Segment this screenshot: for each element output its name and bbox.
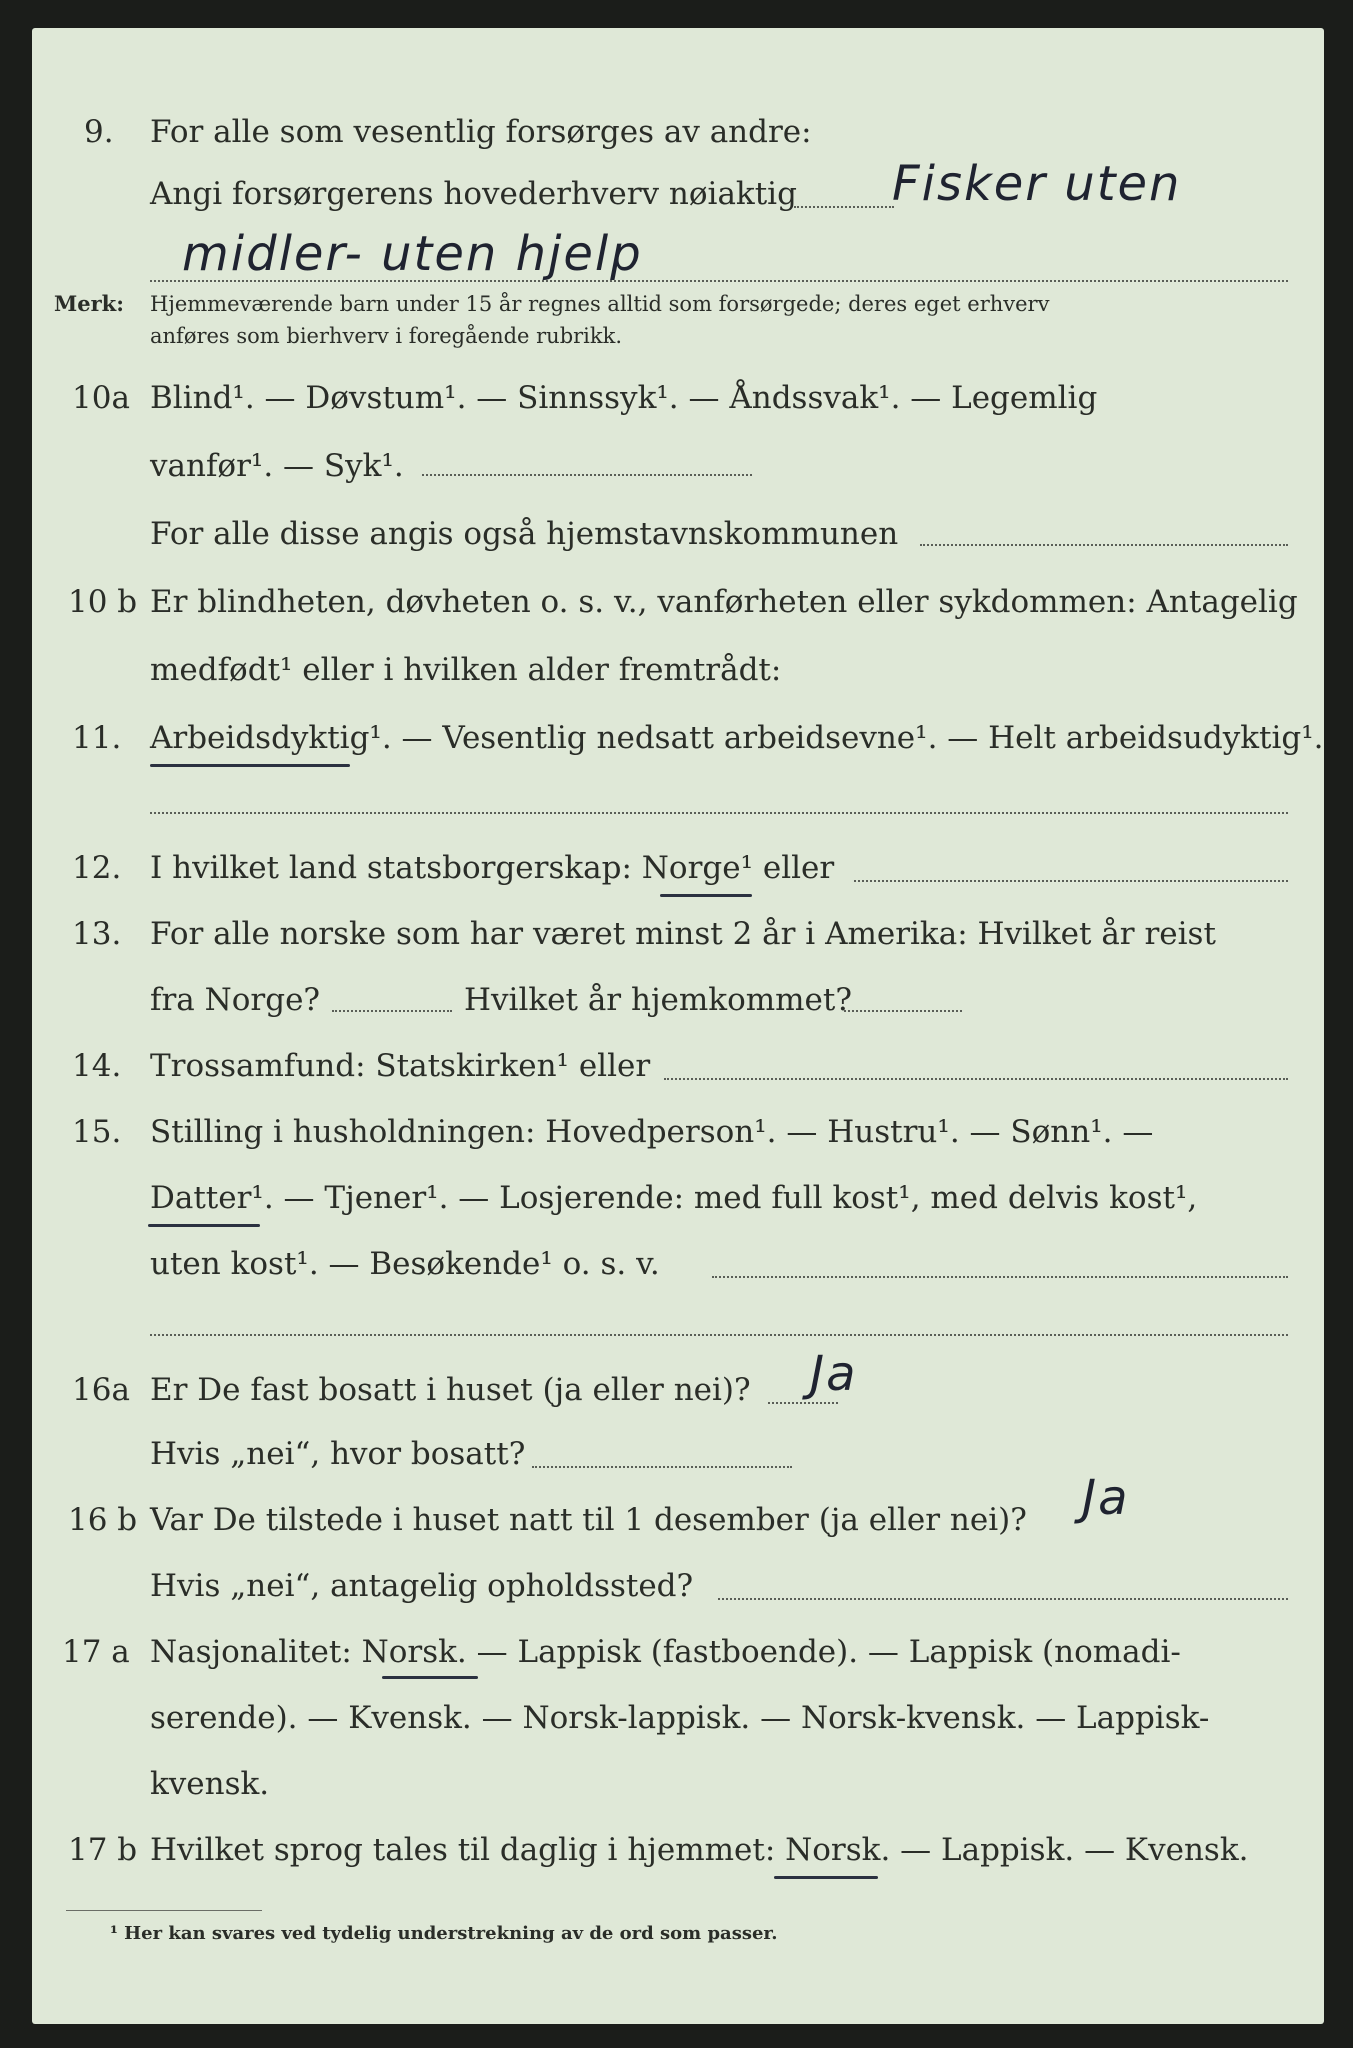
q16a-handwritten-answer: Ja	[810, 1346, 858, 1402]
q15-answer-line	[150, 1334, 1288, 1336]
q12-underline-mark	[660, 894, 752, 897]
q15-line2: Datter¹. — Tjener¹. — Losjerende: med full kost¹, med delvis kost¹,	[150, 1180, 1198, 1216]
q15-fill-dots	[712, 1276, 1288, 1278]
q16b-line2: Hvis „nei“, antagelig opholdssted?	[150, 1568, 694, 1604]
q13-line2b: Hvilket år hjemkommet?	[464, 982, 852, 1018]
q12-number: 12.	[72, 850, 122, 886]
footnote: ¹ Her kan svares ved tydelig understrekning av de ord som passer.	[110, 1923, 778, 1944]
q10b-line1: Er blindheten, døvheten o. s. v., vanførheten eller sykdommen: Antagelig	[150, 584, 1298, 620]
q11-underline-mark	[150, 764, 350, 767]
q15-number: 15.	[72, 1114, 122, 1150]
q17a-underline-mark	[382, 1676, 478, 1679]
q9-fill-dots	[794, 206, 894, 208]
q10a-syk-dots	[422, 474, 752, 476]
q16a-bosatt-dots	[532, 1466, 792, 1468]
q12-fill-dots	[854, 880, 1288, 882]
q9-handwritten-answer-b: midler- uten hjelp	[182, 226, 643, 282]
q17b-line1: Hvilket sprog tales til daglig i hjemmet: Norsk. — Lappisk. — Kvensk.	[150, 1832, 1249, 1868]
q10a-line2: vanfør¹. — Syk¹.	[150, 448, 404, 484]
q13-hjemkommet-dots	[844, 1010, 962, 1012]
q9-number: 9.	[84, 114, 114, 150]
q9-answer-line	[150, 280, 1288, 282]
q17a-number: 17 a	[62, 1634, 130, 1670]
q14-line1: Trossamfund: Statskirken¹ eller	[150, 1048, 651, 1084]
q11-number: 11.	[72, 720, 122, 756]
q10b-line2: medfødt¹ eller i hvilken alder fremtrådt:	[150, 652, 782, 688]
q10a-line1: Blind¹. — Døvstum¹. — Sinnssyk¹. — Åndssvak¹. — Legemlig	[150, 380, 1098, 416]
q16b-number: 16 b	[68, 1502, 138, 1538]
q17a-line1: Nasjonalitet: Norsk. — Lappisk (fastboende). — Lappisk (nomadi-	[150, 1634, 1181, 1670]
q13-line2a: fra Norge?	[150, 982, 321, 1018]
q16a-line1: Er De fast bosatt i huset (ja eller nei)?	[150, 1372, 751, 1408]
q17b-underline-mark	[774, 1876, 878, 1879]
q17a-line2: serende). — Kvensk. — Norsk-lappisk. — Norsk-kvensk. — Lappisk-	[150, 1700, 1210, 1736]
q16a-fill-dots	[768, 1402, 838, 1404]
q14-fill-dots	[664, 1078, 1288, 1080]
q13-number: 13.	[72, 916, 122, 952]
footnote-rule	[66, 1910, 262, 1911]
q9-line2: Angi forsørgerens hovederhverv nøiaktig	[150, 176, 797, 212]
q13-reist-dots	[332, 1010, 452, 1012]
q16b-handwritten-answer: Ja	[1082, 1470, 1130, 1526]
q16a-number: 16a	[72, 1372, 130, 1408]
q15-underline-mark	[148, 1224, 260, 1227]
merk-line2: anføres som bierhverv i foregående rubrikk.	[150, 324, 623, 348]
merk-label: Merk:	[54, 291, 124, 316]
q17a-line3: kvensk.	[150, 1766, 270, 1802]
q11-answer-line	[150, 812, 1288, 814]
q10a-number: 10a	[72, 380, 130, 416]
q16b-line1: Var De tilstede i huset natt til 1 desember (ja eller nei)?	[150, 1502, 1027, 1538]
q10a-kommune-dots	[920, 544, 1288, 546]
q11-line1: Arbeidsdyktig¹. — Vesentlig nedsatt arbeidsevne¹. — Helt arbeidsudyktig¹.	[150, 720, 1324, 756]
q12-line1: I hvilket land statsborgerskap: Norge¹ eller	[150, 850, 835, 886]
q15-line1: Stilling i husholdningen: Hovedperson¹. — Hustru¹. — Sønn¹. —	[150, 1114, 1154, 1150]
q10b-number: 10 b	[68, 584, 138, 620]
q13-line1: For alle norske som har været minst 2 år i Amerika: Hvilket år reist	[150, 916, 1216, 952]
merk-line1: Hjemmeværende barn under 15 år regnes alltid som forsørgede; deres eget erhverv	[150, 292, 1050, 316]
q10a-line3: For alle disse angis også hjemstavnskommunen	[150, 516, 899, 552]
q14-number: 14.	[72, 1048, 122, 1084]
q9-handwritten-answer-a: Fisker uten	[892, 156, 1182, 212]
q16a-line2: Hvis „nei“, hvor bosatt?	[150, 1436, 526, 1472]
q9-line1: For alle som vesentlig forsørges av andre:	[150, 114, 812, 150]
q17b-number: 17 b	[68, 1832, 138, 1868]
q16b-fill-dots	[718, 1598, 1288, 1600]
q15-line3: uten kost¹. — Besøkende¹ o. s. v.	[150, 1246, 660, 1282]
census-form-page	[32, 28, 1324, 2024]
